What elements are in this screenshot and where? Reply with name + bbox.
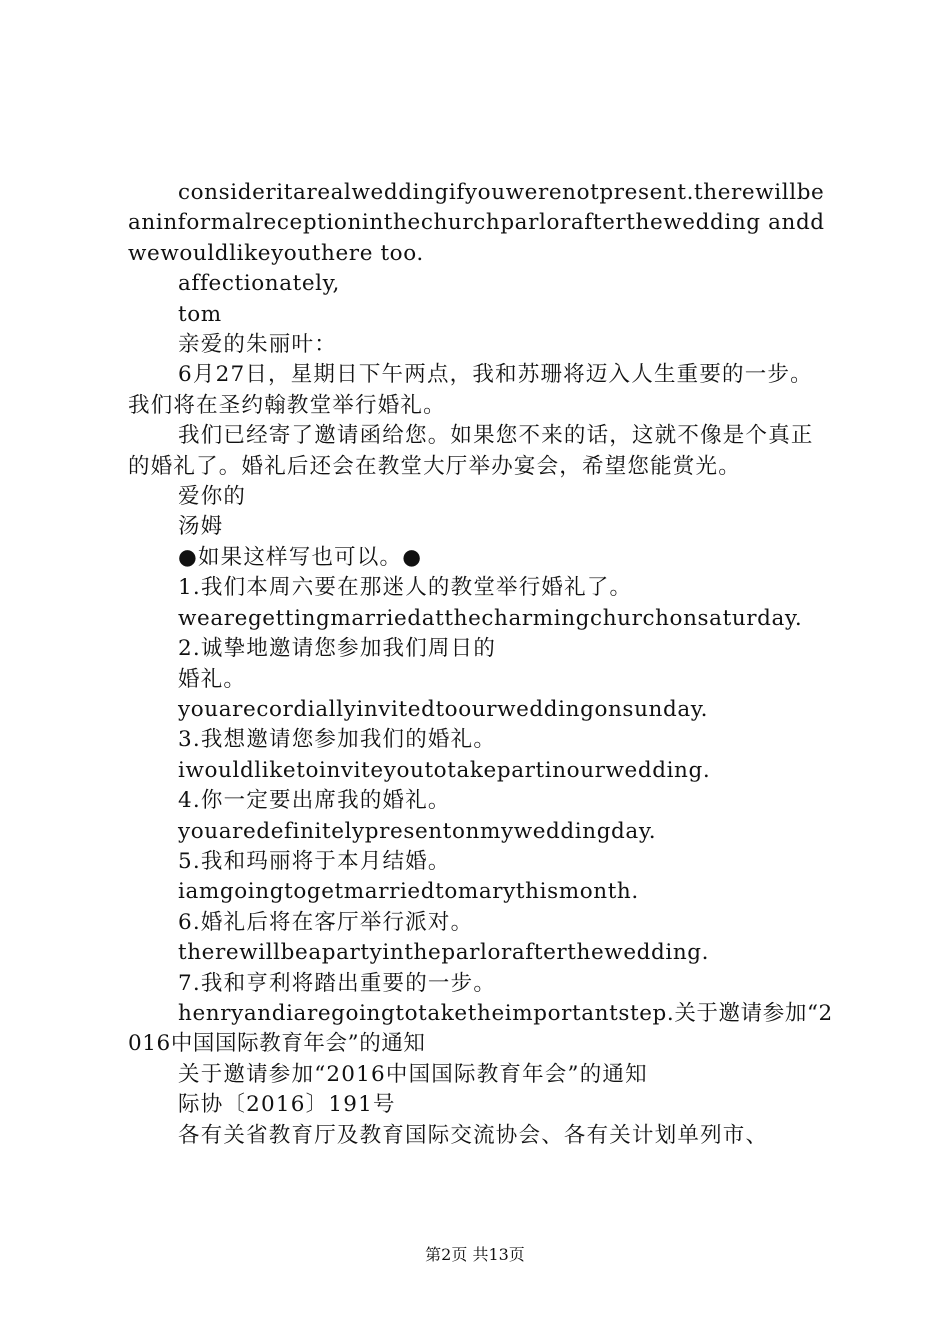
paragraph-example-7-en-notice-title: henryandiaregoingtotaketheimportantstep.关于邀请参加“2016中国国际教育年会”的通知 xyxy=(128,1000,833,1057)
paragraph-section-heading: ●如果这样写也可以。● xyxy=(178,544,423,570)
paragraph-closing: affectionately, xyxy=(178,271,340,297)
paragraph-example-1-cn: 1.我们本周六要在那迷人的教堂举行婚礼了。 xyxy=(178,575,633,601)
paragraph-example-6-en: therewillbeapartyintheparlorafterthewedding. xyxy=(178,940,710,966)
paragraph-notice-number: 际协〔2016〕191号 xyxy=(178,1092,396,1118)
paragraph-example-6-cn: 6.婚礼后将在客厅举行派对。 xyxy=(178,909,474,935)
paragraph-announcement-cn: 6月27日，星期日下午两点，我和苏珊将迈入人生重要的一步。我们将在圣约翰教堂举行婚礼。 xyxy=(128,362,813,418)
paragraph-greeting-cn: 亲爱的朱丽叶： xyxy=(178,332,337,358)
paragraph-example-5-cn: 5.我和玛丽将于本月结婚。 xyxy=(178,848,451,874)
paragraph-notice-title: 关于邀请参加“2016中国国际教育年会”的通知 xyxy=(178,1061,648,1087)
page-number-footer: 第2页 共13页 xyxy=(425,1245,525,1264)
paragraph-signature: tom xyxy=(178,301,222,327)
paragraph-example-2-en: youarecordiallyinvitedtoourweddingonsunday. xyxy=(178,696,709,722)
paragraph-example-1-en: wearegettingmarriedatthecharmingchurchonsaturday. xyxy=(178,605,803,631)
paragraph-closing-cn: 爱你的 xyxy=(178,484,247,510)
paragraph-letter-body: consideritarealweddingifyouwerenotpresent.therewillbeaninformalreceptioninthechurchparlorafterthewedding anddwewouldlikeyouthere too. xyxy=(128,180,825,266)
paragraph-invitation-cn: 我们已经寄了邀请函给您。如果您不来的话，这就不像是个真正的婚礼了。婚礼后还会在教堂大厅举办宴会，希望您能赏光。 xyxy=(128,423,814,479)
paragraph-example-2-cn-cont: 婚礼。 xyxy=(178,666,247,692)
paragraph-example-7-cn: 7.我和亨利将踏出重要的一步。 xyxy=(178,970,497,996)
paragraph-example-3-en: iwouldliketoinviteyoutotakepartinourwedding. xyxy=(178,757,711,783)
paragraph-example-2-cn: 2.诚挚地邀请您参加我们周日的 xyxy=(178,636,497,662)
paragraph-signature-cn: 汤姆 xyxy=(178,514,224,540)
paragraph-example-4-en: youaredefinitelypresentonmyweddingday. xyxy=(178,818,657,844)
paragraph-example-3-cn: 3.我想邀请您参加我们的婚礼。 xyxy=(178,727,497,753)
paragraph-example-5-en: iamgoingtogetmarriedtomarythismonth. xyxy=(178,879,639,905)
document-body xyxy=(128,178,834,1151)
paragraph-example-4-cn: 4.你一定要出席我的婚礼。 xyxy=(178,788,451,814)
paragraph-notice-recipients: 各有关省教育厅及教育国际交流协会、各有关计划单列市、 xyxy=(178,1122,769,1148)
